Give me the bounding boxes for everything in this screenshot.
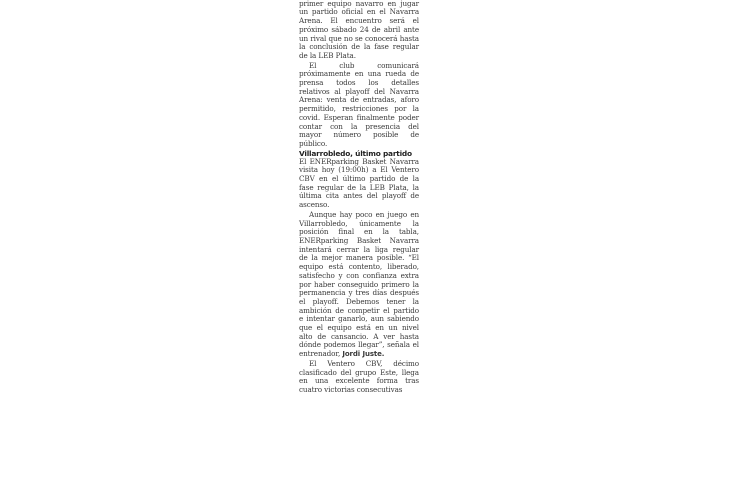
article-paragraph-1: primer equipo navarro en jugar un partido oficial en el Navarra Arena. El encuentro será el próximo sábado 24 de abril ante un rival que no se conocerá hasta la conclusión de la fase regular de la LEB Plata. <box>299 0 419 60</box>
article-paragraph-2: El club comunicará próximamente en una rueda de prensa todos los detalles relativos al playoff del Navarra Arena: venta de entradas, aforo permitido, restricciones por la covid. Esperan finalmente poder contar con la presencia del mayor número posible de público. <box>299 60 419 148</box>
section-subheading: Villarrobledo, último partido <box>299 148 412 158</box>
article-column <box>299 0 419 395</box>
article-paragraph-4 <box>299 211 419 359</box>
article-paragraph-5: El Ventero CBV, décimo clasificado del grupo Este, llega en una excelente forma tras cuatro victorias consecutivas <box>299 358 419 394</box>
article-paragraph-3: El ENERparking Basket Navarra visita hoy (19:00h) a El Ventero CBV en el último partido de la fase regular de la LEB Plata, la última cita antes del playoff de ascenso. <box>299 156 419 210</box>
coach-name: Jordi Juste. <box>342 350 385 359</box>
article-paragraph-4-text: Aunque hay poco en juego en Villarrobledo, únicamente la posición final en la tabla, ENERparking Basket Navarra intentará cerrar la liga regular de la mejor manera posible. “El equipo está contento, liberado, satisfecho y con confianza extra por haber conseguido primero la permanencia y tres días después el playoff. Debemos tener la ambición de competir el partido e intentar ganarlo, aun sabiendo que el equipo está en un nivel alto de cansancio. A ver hasta dónde podemos llegar”, señala el entrenador, <box>299 209 419 359</box>
